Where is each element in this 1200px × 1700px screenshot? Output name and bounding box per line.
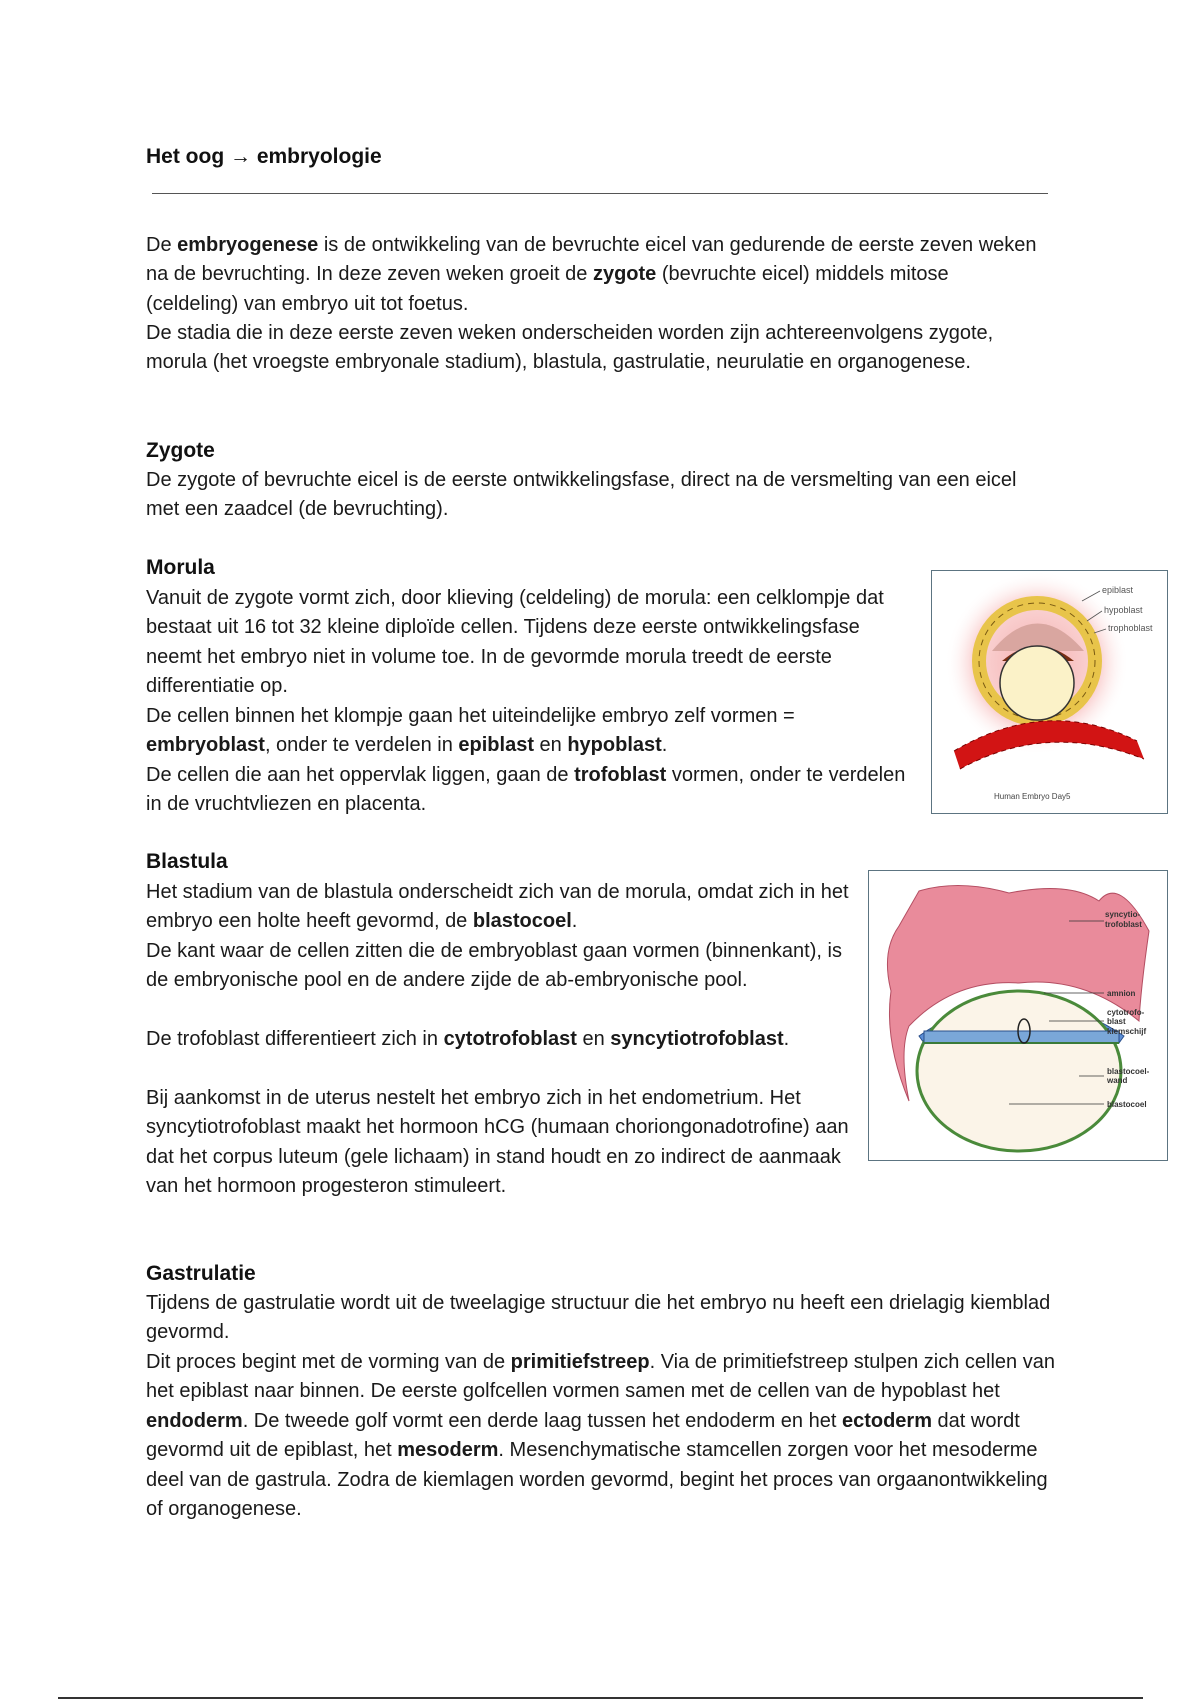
- label-cytotrofoblast: cytotrofo-: [1107, 1008, 1145, 1017]
- page-title: Het oog → embryologie: [146, 145, 382, 168]
- text-run: Dit proces begint met de vorming van de: [146, 1351, 511, 1373]
- blastula-paragraph: [146, 937, 856, 996]
- bold-term: cytotrofoblast: [443, 1028, 577, 1050]
- blastocoel: [917, 991, 1121, 1151]
- text-run: De trofoblast differentieert zich in: [146, 1028, 444, 1050]
- text-run: Het stadium van de blastula onderscheidt zich van de morula, omdat zich in het embryo een holte heeft gevormd, de: [146, 881, 849, 933]
- text-run: De kant waar de cellen zitten die de embryoblast gaan vormen (binnenkant), is de embryonische pool en de andere zijde de ab-embryonische pool.: [146, 940, 842, 992]
- text-run: Bij aankomst in de uterus nestelt het embryo zich in het endometrium. Het syncytiotrofoblast maakt het hormoon hCG (humaan choriongonadotrofine) aan dat het corpus luteum (gele lichaam) in stand houdt en zo indirect de aanmaak van het hormoon progesteron stimuleert.: [146, 1087, 849, 1198]
- text-run: en: [576, 1028, 611, 1050]
- label-blastocoelwand: wand: [1107, 1076, 1128, 1085]
- label-amnion: amnion: [1107, 989, 1136, 998]
- blastula-paragraph: [146, 1084, 856, 1202]
- bold-term: hypoblast: [567, 734, 662, 757]
- zygote-paragraph: [146, 466, 1046, 525]
- gastrulatie-paragraph: [146, 1348, 1061, 1524]
- text-run: .: [783, 1028, 790, 1050]
- section-heading-morula: Morula: [146, 556, 215, 579]
- text-run: .: [661, 734, 668, 757]
- intro-paragraph: [146, 319, 1046, 378]
- label-syncytio: trofoblast: [1105, 920, 1142, 929]
- bold-term: mesoderm: [397, 1439, 499, 1462]
- trophoblast-label: trophoblast: [1108, 623, 1153, 633]
- bold-term: ectoderm: [841, 1409, 932, 1432]
- text-run: De cellen binnen het klompje gaan het uiteindelijke embryo zelf vormen =: [146, 705, 795, 727]
- section-heading-blastula: Blastula: [146, 850, 228, 873]
- section-heading-gastrulatie: Gastrulatie: [146, 1262, 256, 1285]
- epiblast-label: epiblast: [1102, 585, 1134, 595]
- morula-figure: [931, 570, 1168, 814]
- morula-paragraph: [146, 584, 916, 702]
- label-kiemschijf: kiemschijf: [1107, 1027, 1147, 1036]
- text-run: . De tweede golf vormt een derde laag tussen het endoderm en het: [242, 1409, 842, 1432]
- bold-term: epiblast: [458, 734, 534, 757]
- figure-caption: Human Embryo Day5: [994, 792, 1071, 801]
- text-run: . Mesenchymatische stamcellen zorgen voor het mesoderme deel van de gastrula. Zodra de kiemlagen worden gevormd, begint het proces van orgaanontwikkeling of organogenese.: [146, 1439, 1048, 1521]
- text-run: De zygote of bevruchte eicel is de eerste ontwikkelingsfase, direct na de versmelting van een eicel met een zaadcel (de bevruchting).: [146, 469, 1017, 521]
- label-syncytio: syncytio-: [1105, 910, 1141, 919]
- text-run: , onder te verdelen in: [264, 734, 459, 757]
- text-run: is de ontwikkeling van de bevruchte eicel van gedurende de eerste zeven weken na de bevruchting. In deze zeven weken groeit de: [146, 234, 1037, 286]
- intro-paragraph: [146, 231, 1046, 319]
- bold-term: embryogenese: [177, 234, 319, 256]
- text-run: vormen, onder te verdelen in de vruchtvliezen en placenta.: [146, 764, 906, 816]
- text-run: De: [146, 234, 178, 256]
- bottom-divider: [58, 1697, 1143, 1699]
- text-run: . Via de primitiefstreep stulpen zich cellen van het epiblast naar binnen. De eerste golfcellen vormen samen met de cellen van de hypoblast het: [146, 1351, 1055, 1403]
- label-blastocoel: blastocoel: [1107, 1100, 1147, 1109]
- hypoblast-label: hypoblast: [1104, 605, 1143, 615]
- bold-term: endoderm: [146, 1409, 243, 1432]
- bold-term: zygote: [592, 263, 657, 286]
- bold-term: trofoblast: [574, 764, 667, 786]
- title-divider: [152, 193, 1048, 194]
- bold-term: blastocoel: [472, 910, 572, 933]
- label-blastocoelwand: blastocoel-: [1107, 1067, 1150, 1076]
- section-heading-zygote: Zygote: [146, 439, 215, 462]
- blastula-paragraph: [146, 878, 856, 937]
- bold-term: embryoblast: [146, 734, 265, 757]
- text-run: De cellen die aan het oppervlak liggen, gaan de: [146, 764, 575, 786]
- gastrulatie-paragraph: [146, 1289, 1061, 1348]
- text-run: De stadia die in deze eerste zeven weken onderscheiden worden zijn achtereenvolgens zygote, morula (het vroegste embryonale stadium), blastula, gastrulatie, neurulatie en organogenese.: [146, 322, 994, 374]
- text-run: Tijdens de gastrulatie wordt uit de tweelagige structuur die het embryo nu heeft een drielagig kiemblad gevormd.: [146, 1292, 1051, 1344]
- text-run: en: [533, 734, 568, 757]
- blastula-paragraph: [146, 1025, 856, 1054]
- text-run: .: [571, 910, 578, 933]
- morula-paragraph: [146, 761, 916, 820]
- morula-paragraph: [146, 702, 916, 761]
- blastula-figure: [868, 870, 1168, 1161]
- text-run: Vanuit de zygote vormt zich, door klieving (celdeling) de morula: een celklompje dat bestaat uit 16 tot 32 kleine diploïde cellen. Tijdens deze eerste ontwikkelingsfase neemt het embryo niet in volume toe. In de gevormde morula treedt de eerste differentiatie op.: [146, 587, 884, 698]
- bold-term: syncytiotrofoblast: [610, 1028, 784, 1050]
- text-run: dat wordt gevormd uit de epiblast, het: [146, 1409, 1020, 1462]
- label-cytotrofoblast: blast: [1107, 1017, 1126, 1026]
- bold-term: primitiefstreep: [510, 1351, 650, 1373]
- text-run: (bevruchte eicel) middels mitose (celdeling) van embryo uit tot foetus.: [146, 263, 949, 315]
